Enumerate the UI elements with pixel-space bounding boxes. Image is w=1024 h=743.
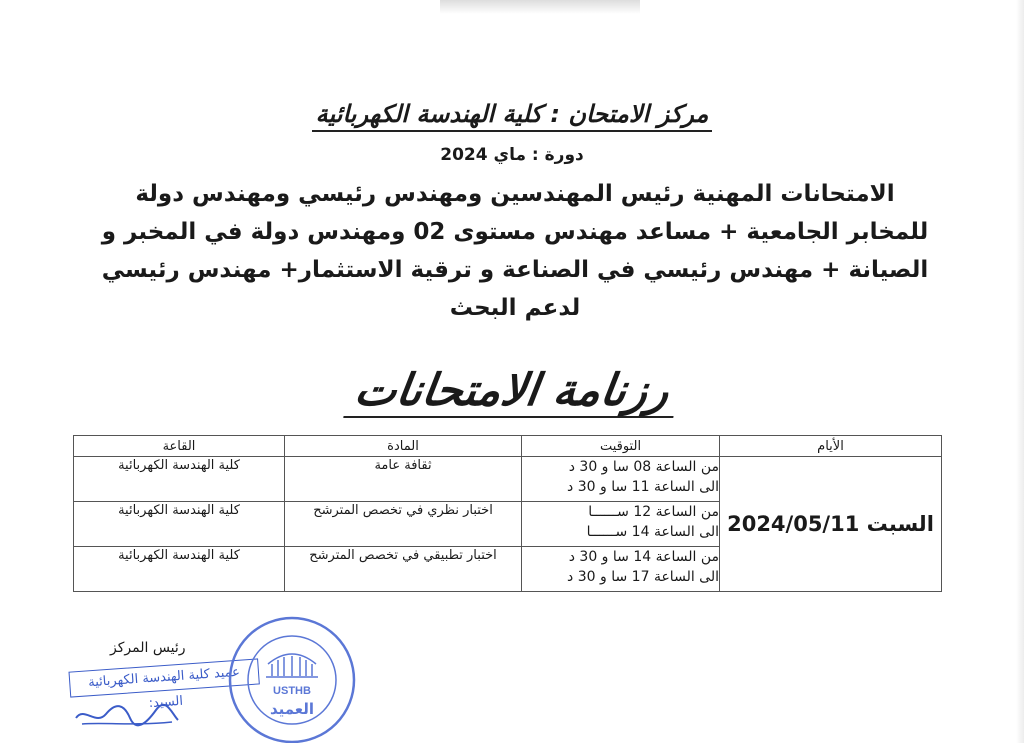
header-room: القاعة xyxy=(74,436,285,457)
table-row xyxy=(74,457,942,502)
exam-title-line: لدعم البحث xyxy=(449,295,581,321)
exam-title-line: الصيانة + مهندس رئيسي في الصناعة و ترقية الاستثمار+ مهندس رئيسي xyxy=(101,257,929,283)
exam-schedule-table xyxy=(73,435,942,592)
scan-shadow xyxy=(440,0,640,14)
subject-cell: ثقافة عامة xyxy=(285,457,522,502)
university-seal xyxy=(222,610,362,743)
signature-scribble xyxy=(72,692,182,732)
room-cell: كلية الهندسة الكهربائية xyxy=(74,547,285,592)
time-from: من الساعة 08 سا و 30 د xyxy=(568,459,719,475)
subject-cell: اختبار نظري في تخصص المترشح xyxy=(285,502,522,547)
exam-title-line: الامتحانات المهنية رئيس المهندسين ومهندس رئيسي ومهندس دولة xyxy=(135,181,895,207)
room-cell: كلية الهندسة الكهربائية xyxy=(74,457,285,502)
exam-title-line: للمخابر الجامعية + مساعد مهندس مستوى 02 ومهندس دولة في المخبر و xyxy=(101,219,929,245)
time-cell xyxy=(522,547,720,592)
exam-day: السبت 2024/05/11 xyxy=(720,457,942,592)
header-day: الأيام xyxy=(720,436,942,457)
table-header-row xyxy=(74,436,942,457)
room-cell: كلية الهندسة الكهربائية xyxy=(74,502,285,547)
time-from: من الساعة 12 ســــــا xyxy=(588,504,719,520)
seal-acronym: USTHB xyxy=(273,685,311,697)
seal-title: العميد xyxy=(269,700,315,718)
subject-cell: اختبار تطبيقي في تخصص المترشح xyxy=(285,547,522,592)
time-to: الى الساعة 14 ســــــا xyxy=(586,524,719,540)
time-cell xyxy=(522,457,720,502)
exam-center-title: مركز الامتحان : كلية الهندسة الكهربائية xyxy=(0,100,1024,132)
dean-stamp-title: عميد كلية الهندسة الكهربائية xyxy=(68,658,259,697)
time-from: من الساعة 14 سا و 30 د xyxy=(568,549,719,565)
time-to: الى الساعة 11 سا و 30 د xyxy=(567,479,719,495)
dean-stamp-name: السيد: xyxy=(148,693,184,712)
calendar-title: رزنامة الامتحانات xyxy=(0,365,1024,418)
time-to: الى الساعة 17 سا و 30 د xyxy=(567,569,719,585)
header-subject: المادة xyxy=(285,436,522,457)
session-line: دورة : ماي 2024 xyxy=(440,145,584,165)
time-cell xyxy=(522,502,720,547)
signature-label: رئيس المركز xyxy=(110,640,186,656)
header-time: التوقيت xyxy=(522,436,720,457)
exam-title xyxy=(90,175,940,327)
